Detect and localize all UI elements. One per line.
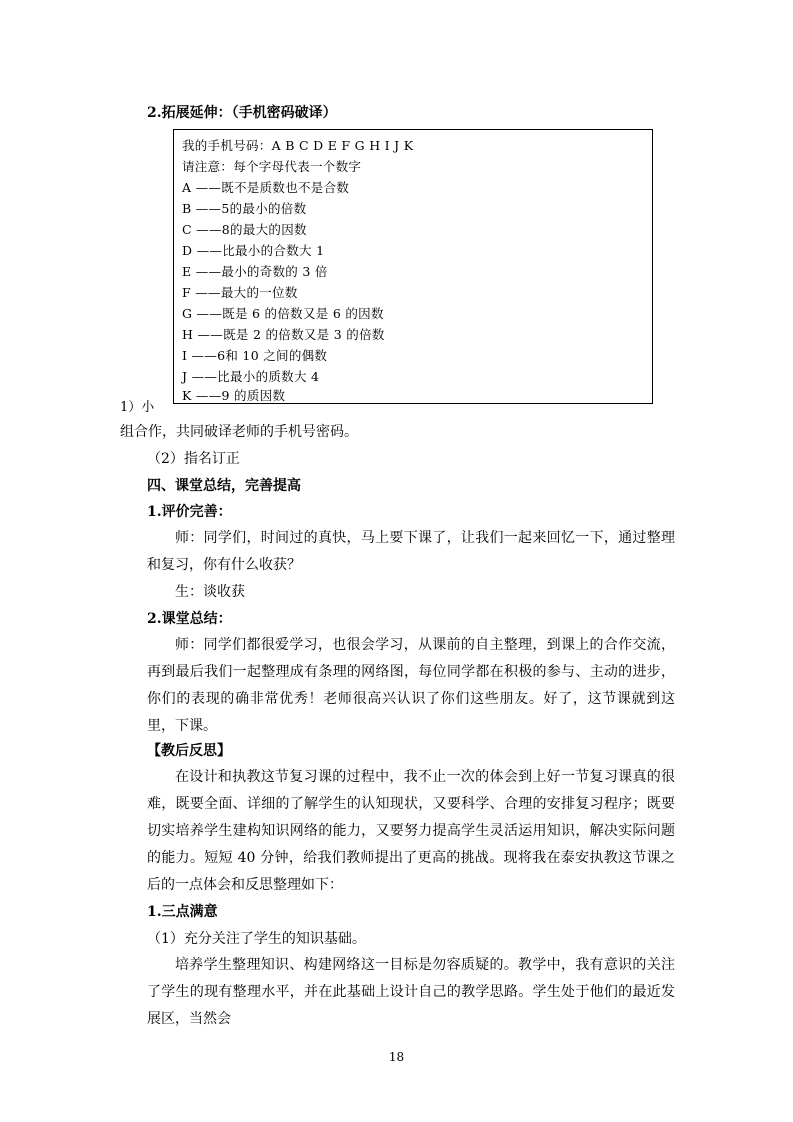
puzzle-line: E ——最小的奇数的 3 倍 (182, 264, 328, 279)
reflection-heading: 【教后反思】 (147, 743, 231, 759)
password-puzzle-box (173, 129, 653, 404)
reflection-paragraph: 在设计和执教这节复习课的过程中，我不止一次的体会到上好一节复习课真的很难，既要全面、详细的了解学生的认知现状，又要科学、合理的安排复习程序；既要切实培养学生建构知识网络的能力，又要努力提高学生灵活运用知识，解决实际问题的能力。短短 40 分钟，给我们教师提出了更高的挑战。现将我在泰安执教这节课之后的一点体会和反思整理如下： (147, 769, 675, 893)
point-1-heading: （1）充分关注了学生的知识基础。 (147, 931, 366, 947)
puzzle-line: 我的手机号码：A B C D E F G H I J K (182, 138, 414, 153)
puzzle-line: G ——既是 6 的倍数又是 6 的因数 (182, 306, 384, 321)
satisfaction-heading: 1.三点满意 (147, 904, 218, 920)
puzzle-line: K ——9 的质因数 (182, 388, 286, 403)
teacher-paragraph-2: 师：同学们都很爱学习，也很会学习，从课前的自主整理，到课上的合作交流，再到最后我们一起整理成有条理的网络图，每位同学都在积极的参与、主动的进步，你们的表现的确非常优秀！老师很高兴认识了你们这些朋友。好了，这节课就到这里，下课。 (147, 637, 675, 734)
puzzle-line: I ——6和 10 之间的偶数 (182, 348, 328, 363)
page-number: 18 (388, 1050, 405, 1064)
activity-1-prefix: 1）小 (120, 400, 155, 415)
puzzle-line: F ——最大的一位数 (182, 285, 298, 300)
activity-2-text: （2）指名订正 (147, 451, 240, 467)
student-line: 生：谈收获 (175, 584, 245, 600)
puzzle-line: J ——比最小的质数大 4 (182, 369, 320, 384)
puzzle-line: 请注意：每个字母代表一个数字 (182, 159, 362, 174)
puzzle-line: D ——比最小的合数大 1 (182, 243, 325, 258)
sub-2-heading: 2.课堂总结： (147, 611, 232, 627)
puzzle-line: H ——既是 2 的倍数又是 3 的倍数 (182, 327, 385, 342)
section-4-heading: 四、课堂总结，完善提高 (147, 478, 301, 494)
point-1-paragraph: 培养学生整理知识、构建网络这一目标是勿容质疑的。教学中，我有意识的关注了学生的现有整理水平，并在此基础上设计自己的教学思路。学生处于他们的最近发展区，当然会 (147, 957, 675, 1027)
section-2-heading: 2.拓展延伸：（手机密码破译） (147, 105, 337, 121)
activity-1-text: 组合作，共同破译老师的手机号密码。 (120, 424, 358, 440)
puzzle-line: A ——既不是质数也不是合数 (182, 180, 350, 195)
teacher-paragraph-1: 师：同学们，时间过的真快，马上要下课了，让我们一起来回忆一下，通过整理和复习，你有什么收获？ (147, 530, 675, 573)
sub-1-heading: 1.评价完善： (147, 504, 232, 520)
puzzle-line: C ——8的最大的因数 (182, 222, 307, 237)
puzzle-line: B ——5的最小的倍数 (182, 201, 307, 216)
